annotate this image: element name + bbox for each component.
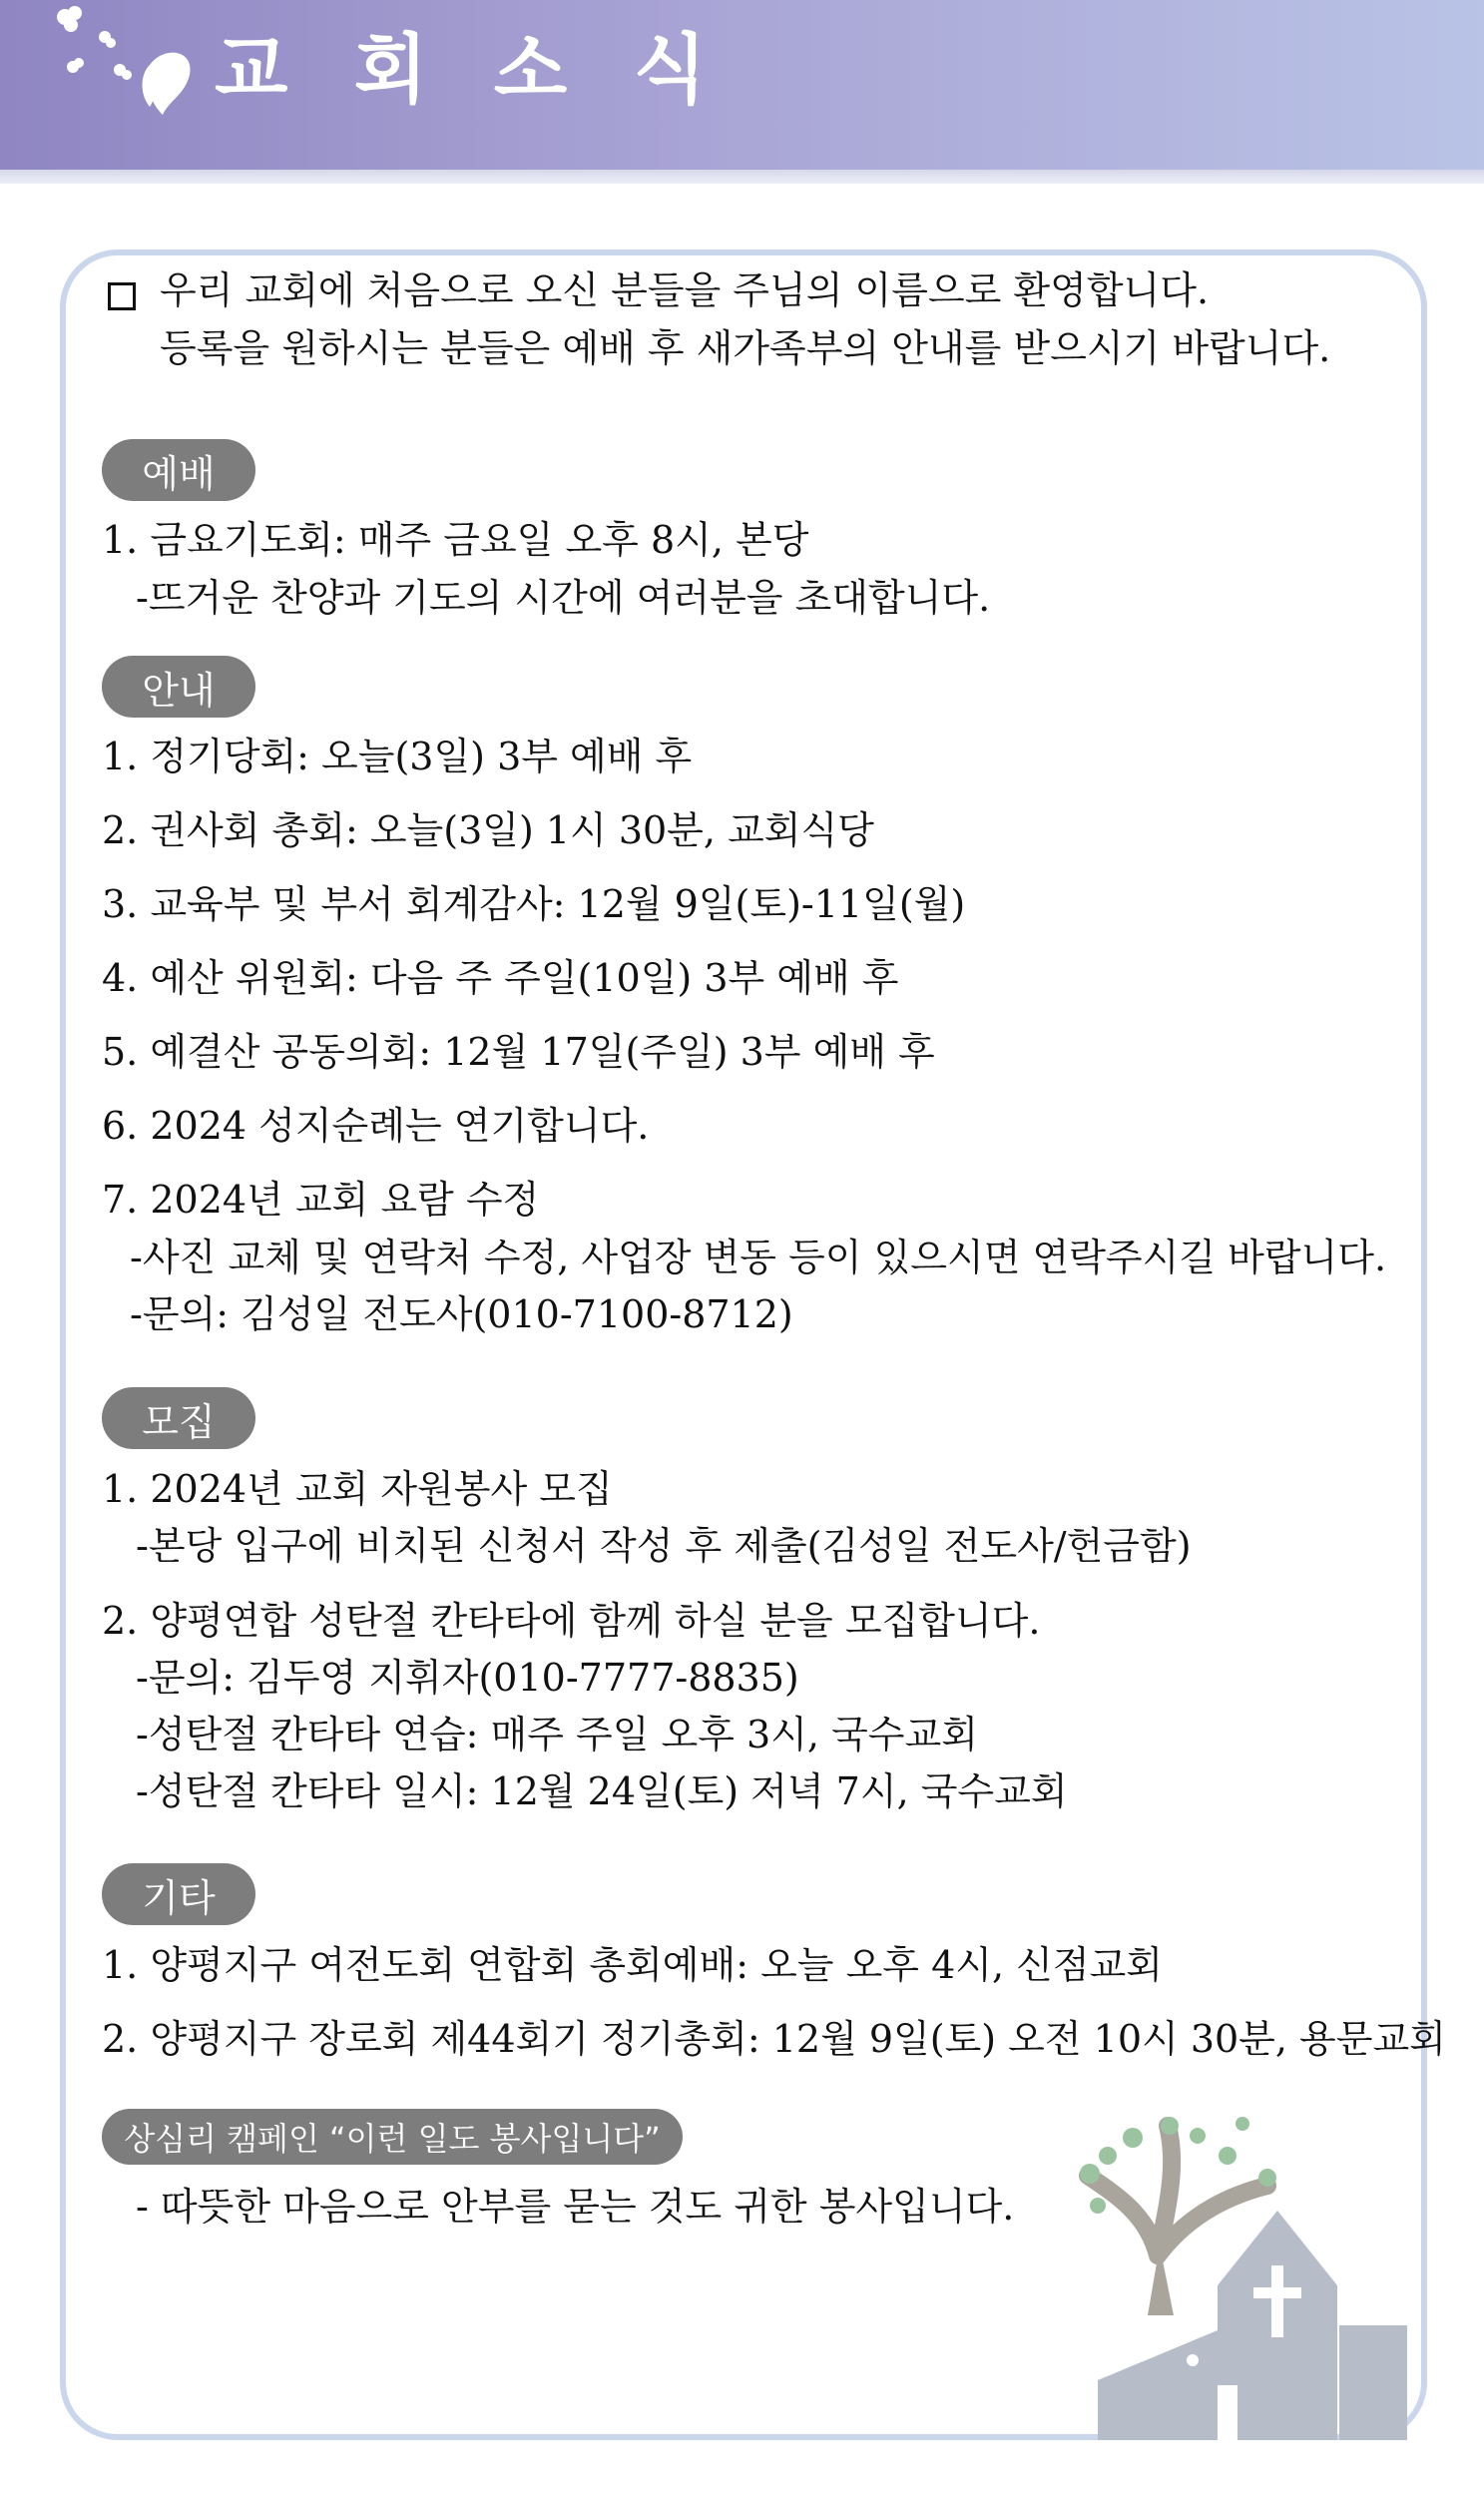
notice-item-5: 5. 예결산 공동의회: 12월 17일(주일) 3부 예배 후	[102, 1030, 935, 1074]
campaign-text: - 따뜻한 마음으로 안부를 묻는 것도 귀한 봉사입니다.	[136, 2185, 1015, 2229]
worship-item-1: 1. 금요기도회: 매주 금요일 오후 8시, 본당	[102, 518, 809, 562]
recruit-item-2-sub-1: -문의: 김두영 지휘자(010-7777-8835)	[136, 1656, 799, 1700]
notice-item-2: 2. 권사회 총회: 오늘(3일) 1시 30분, 교회식당	[102, 808, 874, 852]
recruit-item-2-sub-3: -성탄절 칸타타 일시: 12월 24일(토) 저녁 7시, 국수교회	[136, 1769, 1068, 1813]
campaign-label: 상심리 캠페인 “이런 일도 봉사입니다”	[102, 2109, 683, 2165]
worship-item-1-sub: -뜨거운 찬양과 기도의 시간에 여러분을 초대합니다.	[136, 576, 991, 620]
recruit-item-2: 2. 양평연합 성탄절 칸타타에 함께 하실 분을 모집합니다.	[102, 1599, 1041, 1643]
butterfly-flower-icon	[45, 5, 215, 135]
intro-line-1: 우리 교회에 처음으로 오신 분들을 주님의 이름으로 환영합니다.	[160, 268, 1210, 312]
recruit-item-1: 1. 2024년 교회 자원봉사 모집	[102, 1467, 613, 1511]
section-label-notice: 안내	[102, 656, 255, 718]
notice-item-4: 4. 예산 위원회: 다음 주 주일(10일) 3부 예배 후	[102, 956, 899, 1000]
notice-item-1: 1. 정기당회: 오늘(3일) 3부 예배 후	[102, 735, 693, 778]
section-label-etc: 기타	[102, 1863, 255, 1925]
notice-item-7-sub-2: -문의: 김성일 전도사(010-7100-8712)	[130, 1292, 793, 1336]
etc-item-1: 1. 양평지구 여전도회 연합회 총회예배: 오늘 오후 4시, 신점교회	[102, 1943, 1163, 1987]
etc-item-2: 2. 양평지구 장로회 제44회기 정기총회: 12월 9일(토) 오전 10시 30분, 용문교회	[102, 2017, 1446, 2061]
recruit-item-1-sub: -본당 입구에 비치된 신청서 작성 후 제출(김성일 전도사/헌금함)	[136, 1524, 1192, 1568]
church-tree-icon	[1078, 2116, 1407, 2440]
notice-item-7: 7. 2024년 교회 요람 수정	[102, 1178, 540, 1222]
header-divider	[0, 170, 1484, 184]
notice-item-7-sub-1: -사진 교체 및 연락처 수정, 사업장 변동 등이 있으시면 연락주시길 바랍니다.	[130, 1236, 1387, 1279]
notice-item-3: 3. 교육부 및 부서 회계감사: 12월 9일(토)-11일(월)	[102, 882, 966, 926]
header-banner	[0, 0, 1484, 170]
page-title: 교 회 소 식	[215, 25, 728, 114]
recruit-item-2-sub-2: -성탄절 칸타타 연습: 매주 주일 오후 3시, 국수교회	[136, 1713, 978, 1756]
section-label-recruit: 모집	[102, 1387, 255, 1449]
notice-item-6: 6. 2024 성지순례는 연기합니다.	[102, 1104, 650, 1148]
checkbox-icon	[108, 282, 136, 310]
section-label-worship: 예배	[102, 439, 255, 501]
intro-line-2: 등록을 원하시는 분들은 예배 후 새가족부의 안내를 받으시기 바랍니다.	[160, 326, 1331, 370]
